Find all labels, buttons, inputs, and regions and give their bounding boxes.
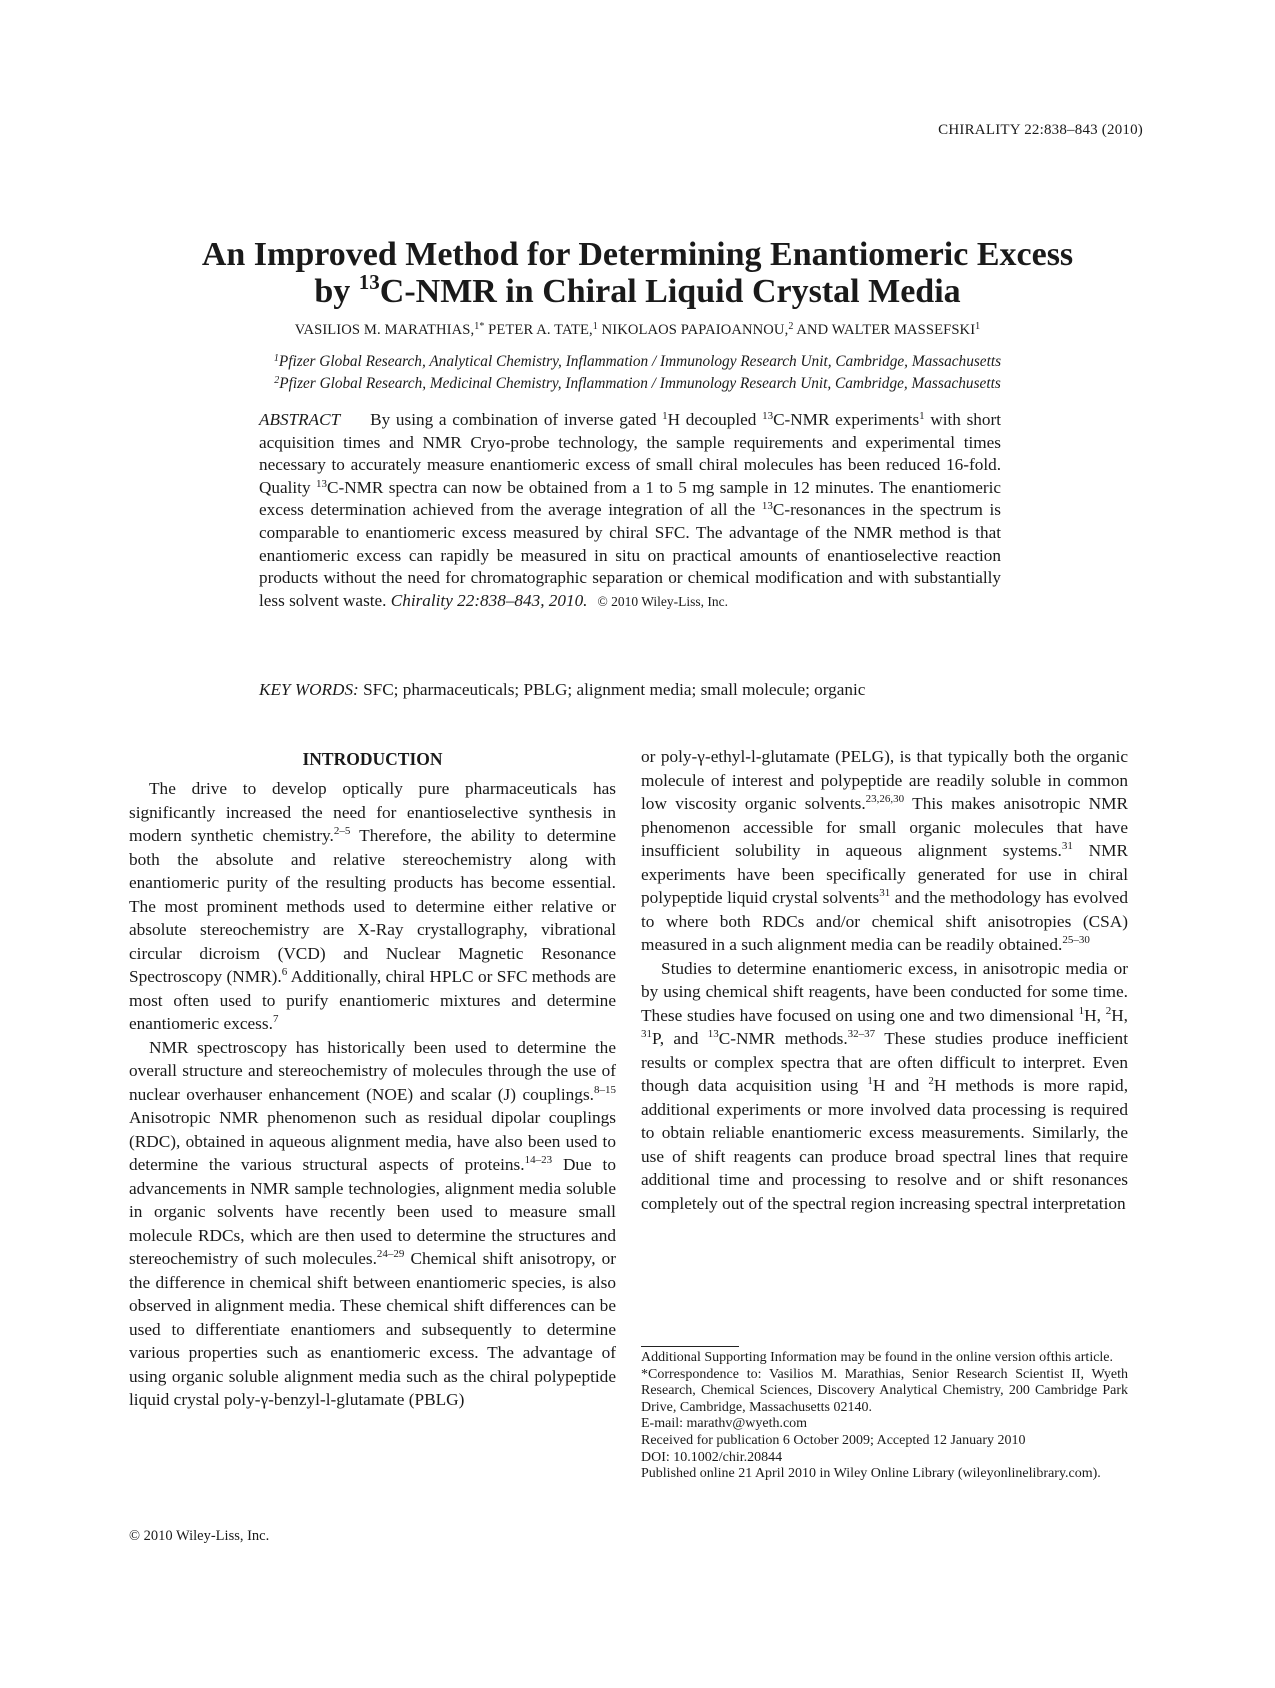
abstract-text-1: By using a combination of inverse gated [370,410,663,429]
p4-sup-6: 1 [867,1075,873,1087]
footnote-doi: DOI: 10.1002/chir.20844 [641,1449,783,1465]
title-line-2-text: C-NMR in Chiral Liquid Crystal Media [379,273,961,310]
abstract-text-3: C-NMR experiments [773,410,920,429]
p3-text-4: and the methodology has evolved to where both RDCs and/or chemical shift anisotropies (CSA) measured in a such alignment media can be readily obtained. [641,888,1128,954]
footnote-email: E-mail: marathv@wyeth.com [641,1416,808,1432]
p4-text-5: C-NMR methods. [718,1029,848,1048]
p2-ref-2: 14–23 [524,1154,553,1166]
right-column [641,745,1128,1215]
author-2-affiliation: 1 [592,321,598,332]
p4-ref-5: 32–37 [847,1028,876,1040]
footnotes [641,1350,1128,1483]
p4-text-2: H, [1084,1005,1106,1025]
author-1-affiliation: 1* [474,321,485,332]
p3-ref-2: 31 [1061,840,1073,852]
abstract-sup-2: 13 [762,410,774,422]
p1-text-1: The drive to develop optically pure pharmaceuticals has significantly increased the need for enantioselective synthesis in modern synthetic chemistry. [129,779,616,845]
author-4-affiliation: 1 [975,321,981,332]
footnote-divider [641,1346,739,1347]
abstract-sup-5: 13 [761,500,773,513]
keywords-label: KEY WORDS: [259,680,359,699]
p1-ref-3: 7 [272,1013,279,1025]
title-line-1: An Improved Method for Determining Enantiomeric Excess [201,236,1074,273]
p1-ref-2: 6 [281,966,288,978]
p2-text-3: Due to advancements in NMR sample technologies, alignment media soluble in organic solvents have recently been used to measure small molecule RDCs, which are then used to determine the structures and stereochemistry of such molecules. [129,1155,616,1268]
affiliation-2 [100,375,1175,393]
introduction-heading: INTRODUCTION [302,749,443,769]
title-isotope-superscript: 13 [358,270,380,294]
p1-text-2: Therefore, the ability to determine both the absolute and relative stereochemistry along with enantiomeric purity of the resulting products has become essential. The most prominent methods used to determine either relative or absolute stereochemistry are X-Ray crystallography, vibrational circular dicroism (VCD) and Nuclear Magnetic Resonance Spectroscopy (NMR). [129,826,616,986]
author-2: PETER A. TATE, [484,322,593,338]
p4-text-7: H and [872,1076,929,1095]
page-copyright: © 2010 Wiley-Liss, Inc. [129,1528,270,1544]
intro-paragraph-3 [641,745,1128,957]
intro-paragraph-2 [129,1036,616,1412]
p4-text-6: These studies produce inefficient results or complex spectra that are often difficult to interpret. Even though data acquisition using [641,1029,1128,1095]
author-list [100,322,1175,339]
p4-sup-7: 2 [928,1075,934,1087]
p2-ref-1: 8–15 [594,1083,616,1096]
p2-text-1: NMR spectroscopy has historically been used to determine the overall structure and stereochemistry of molecules through the use of nuclear overhauser enhancement (NOE) and scalar (J) couplings. [129,1037,616,1104]
footnote-received: Received for publication 6 October 2009; Accepted 12 January 2010 [641,1432,1026,1448]
affiliation-2-marker: 2 [274,375,280,386]
p4-text-3: H, [1111,1005,1128,1025]
p3-ref-4: 25–30 [1062,934,1090,946]
journal-reference: CHIRALITY 22:838–843 (2010) [938,122,1143,138]
abstract-label: ABSTRACT [259,410,341,429]
abstract-citation: Chirality 22:838–843, 2010. [390,590,588,610]
footnote-correspondence: *Correspondence to: Vasilios M. Marathias, Senior Research Scientist II, Wyeth Research, Chemical Sciences, Discovery Analytical Chemistry, 200 Cambridge Park Drive, Cambridge, Massachusetts 02140. [641,1366,1128,1415]
p3-ref-1: 23,26,30 [865,793,905,805]
affiliation-1-marker: 1 [273,353,279,364]
left-column [129,745,616,1412]
paper-title [100,236,1175,310]
p3-ref-3: 31 [879,887,891,899]
p2-ref-3: 24–29 [376,1248,405,1260]
p1-text-3: Additionally, chiral HPLC or SFC methods are most often used to purify enantiomeric mixtures and determine enantiomeric excess. [129,967,616,1033]
abstract-text-5: C-NMR spectra can now be obtained from a 1 to 5 mg sample in 12 minutes. The enantiomeric excess determination achieved from the average integration of all the [259,477,1001,520]
p4-text-1: Studies to determine enantiomeric excess, in anisotropic media or by using chemical shift reagents, have been conducted for some time. These studies have focused on using one and two dimensional [641,958,1128,1025]
author-4: AND WALTER MASSEFSKI [793,322,976,338]
abstract-sup-4: 13 [316,477,327,490]
footnote-supporting-info: Additional Supporting Information may be found in the online version ofthis article. [641,1350,1114,1365]
p3-text-2: This makes anisotropic NMR phenomenon accessible for small organic molecules that have insufficient solubility in aqueous alignment systems. [641,794,1128,860]
affiliation-2-text: Pfizer Global Research, Medicinal Chemistry, Inflammation / Immunology Research Unit, Cambridge, Massachusetts [279,375,1001,392]
abstract-sup-1: 1 [662,410,668,422]
author-3-affiliation: 2 [788,321,794,332]
abstract-text-6: C-resonances in the spectrum is comparable to enantiomeric excess measured by chiral SFC. The advantage of the NMR method is that enantiomeric excess can rapidly be measured in situ on practical amounts of enantioselective reaction products without the need for chromatographic separation or chemical modification and with substantially less solvent waste. [259,500,1001,610]
p4-sup-4: 13 [707,1028,719,1040]
abstract-copyright: © 2010 Wiley-Liss, Inc. [597,593,729,609]
p4-sup-2: 2 [1105,1004,1112,1017]
p3-text-3: NMR experiments have been specifically generated for use in chiral polypeptide liquid crystal solvents [641,841,1128,907]
abstract [259,409,1001,613]
intro-paragraph-4 [641,957,1128,1216]
title-line-2-prefix: by [314,273,359,310]
affiliation-1-text: Pfizer Global Research, Analytical Chemistry, Inflammation / Immunology Research Unit, Cambridge, Massachusetts [278,353,1002,370]
p4-text-8: H methods is more rapid, additional experiments or more involved data processing is required to obtain reliable enantiomeric excess measurements. Similarly, the use of shift reagents can produce broad spectral lines that require additional time and processing to resolve and or shift resonances completely out of the spectral region increasing spectral interpretation [641,1076,1129,1213]
abstract-sup-3: 1 [919,410,925,422]
author-3: NIKOLAOS PAPAIOANNOU, [597,322,789,338]
footnote-published: Published online 21 April 2010 in Wiley Online Library (wileyonlinelibrary.com). [641,1466,1101,1482]
affiliation-1 [100,353,1175,371]
keywords [259,680,1001,700]
abstract-text-4: with short acquisition times and NMR Cryo-probe technology, the sample requirements and experimental times necessary to accurately measure enantiomeric excess of small chiral molecules has been reduced 16-fold. Quality [259,410,1001,497]
abstract-text-2: H decoupled [667,410,763,429]
p4-text-4: P, and [652,1029,708,1048]
author-1: VASILIOS M. MARATHIAS, [294,322,475,338]
intro-paragraph-1 [129,777,616,1036]
p1-ref-1: 2–5 [333,825,351,837]
p3-text-1: or poly-γ-ethyl-l-glutamate (PELG), is that typically both the organic molecule of interest and polypeptide are readily soluble in common low viscosity organic solvents. [641,747,1128,813]
p2-text-2: Anisotropic NMR phenomenon such as residual dipolar couplings (RDC), obtained in aqueous alignment media, have also been used to determine the various structural aspects of proteins. [129,1108,616,1174]
p2-text-4: Chemical shift anisotropy, or the difference in chemical shift between enantiomeric species, is also observed in alignment media. These chemical shift differences can be used to differentiate enantiomers and subsequently to determine various properties such as enantiomeric excess. The advantage of using organic soluble alignment media such as the chiral polypeptide liquid crystal poly-γ-benzyl-l-glutamate (PBLG) [129,1249,616,1409]
p4-sup-3: 31 [641,1028,652,1040]
keywords-text: SFC; pharmaceuticals; PBLG; alignment media; small molecule; organic [358,680,866,699]
p4-sup-1: 1 [1078,1004,1085,1017]
